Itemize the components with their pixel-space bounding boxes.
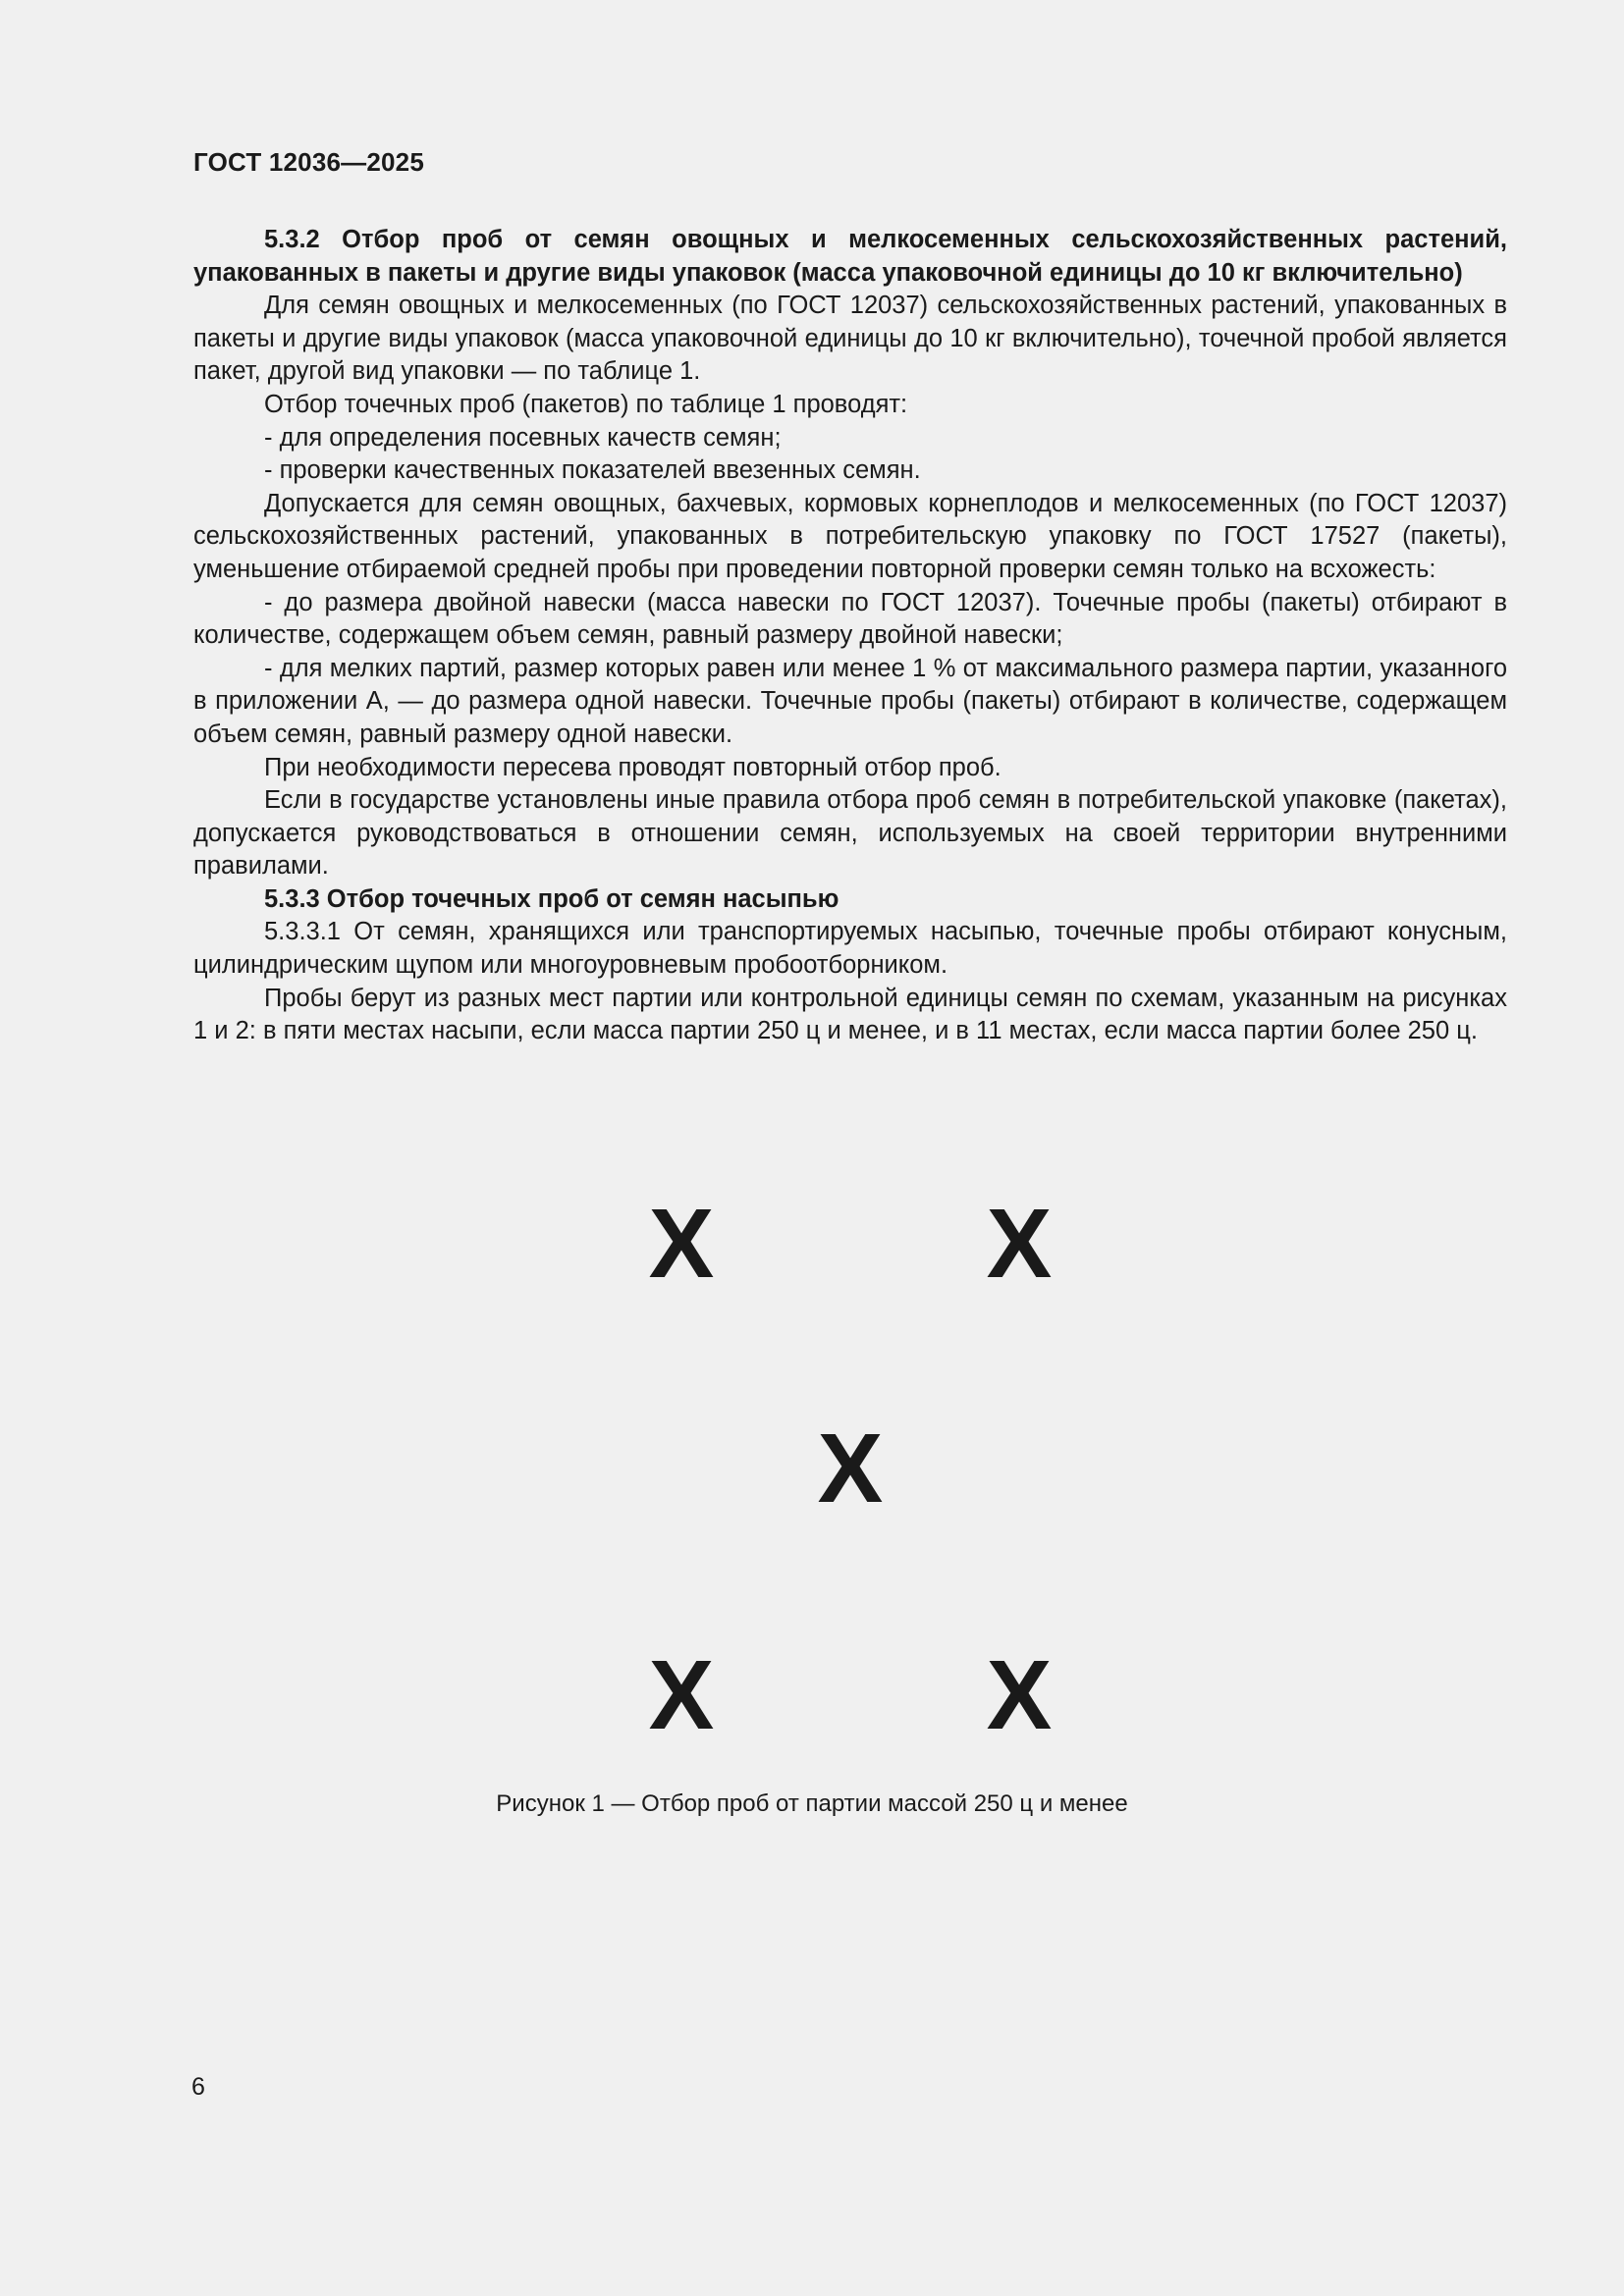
list-item: - до размера двойной навески (масса навески по ГОСТ 12037). Точечные пробы (пакеты) отбирают в количестве, содержащем объем семян, равный размеру двойной навески; bbox=[193, 588, 1507, 650]
paragraph: При необходимости пересева проводят повторный отбор проб. bbox=[264, 753, 1001, 781]
sampling-point-mark: X bbox=[648, 1640, 715, 1750]
figure-caption: Рисунок 1 — Отбор проб от партии массой 250 ц и менее bbox=[496, 1790, 1128, 1817]
document-code: ГОСТ 12036—2025 bbox=[193, 147, 424, 177]
list-item: - проверки качественных показателей ввезенных семян. bbox=[264, 456, 921, 485]
document-body bbox=[193, 224, 1507, 1048]
paragraph: Отбор точечных проб (пакетов) по таблице 1 проводят: bbox=[264, 390, 908, 418]
list-item: - для мелких партий, размер которых равен или менее 1 % от максимального размера партии, указанного в приложении А, — до размера одной навески. Точечные пробы (пакеты) отбирают в количестве, содержащем объем семян, равный размеру одной навески. bbox=[193, 654, 1507, 748]
paragraph: 5.3.3.1 От семян, хранящихся или транспортируемых насыпью, точечные пробы отбирают конусным, цилиндрическим щупом или многоуровневым пробоотборником. bbox=[193, 918, 1507, 980]
paragraph: Если в государстве установлены иные правила отбора проб семян в потребительской упаковке (пакетах), допускается руководствоваться в отношении семян, используемых на своей территории внутренними правилами. bbox=[193, 786, 1507, 881]
page-number: 6 bbox=[191, 2073, 205, 2101]
paragraph: Пробы берут из разных мест партии или контрольной единицы семян по схемам, указанным на рисунках 1 и 2: в пяти местах насыпи, если масса партии 250 ц и менее, и в 11 местах, если масса партии более 250 ц. bbox=[193, 984, 1507, 1045]
paragraph: Для семян овощных и мелкосеменных (по ГОСТ 12037) сельскохозяйственных растений, упакованных в пакеты и другие виды упаковок (масса упаковочной единицы до 10 кг включительно), точечной пробой является пакет, другой вид упаковки — по таблице 1. bbox=[193, 292, 1507, 386]
section-heading-5-3-2: 5.3.2 Отбор проб от семян овощных и мелкосеменных сельскохозяйственных растений, упакованных в пакеты и другие виды упаковок (масса упаковочной единицы до 10 кг включительно) bbox=[193, 226, 1507, 287]
list-item: - для определения посевных качеств семян; bbox=[264, 423, 782, 452]
sampling-point-mark: X bbox=[986, 1189, 1053, 1299]
sampling-point-mark: X bbox=[648, 1189, 715, 1299]
sampling-point-mark: X bbox=[817, 1414, 884, 1523]
paragraph: Допускается для семян овощных, бахчевых, кормовых корнеплодов и мелкосеменных (по ГОСТ 12037) сельскохозяйственных растений, упакованных в потребительскую упаковку по ГОСТ 17527 (пакеты), уменьшение отбираемой средней пробы при проведении повторной проверки семян только на всхожесть: bbox=[193, 489, 1507, 583]
sampling-point-mark: X bbox=[986, 1640, 1053, 1750]
section-heading-5-3-3: 5.3.3 Отбор точечных проб от семян насыпью bbox=[264, 884, 839, 913]
